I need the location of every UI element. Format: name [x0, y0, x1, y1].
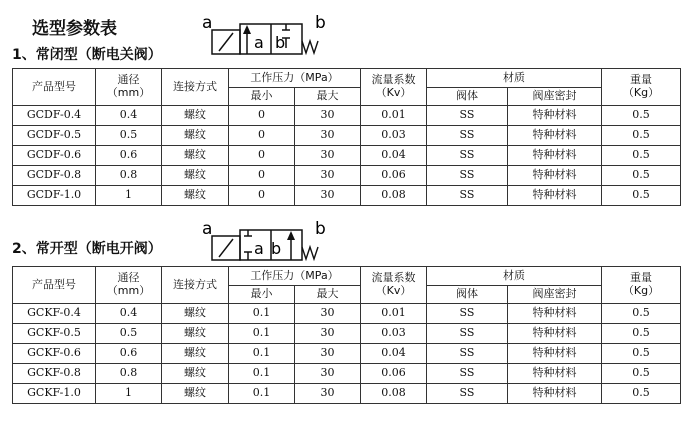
cell-min: 0	[229, 126, 295, 146]
cell-seal: 特种材料	[508, 106, 602, 126]
table-row	[13, 364, 681, 384]
cell-min: 0	[229, 106, 295, 126]
cell-connection: 螺纹	[162, 324, 229, 344]
solenoid-slash	[219, 239, 233, 257]
cell-connection: 螺纹	[162, 146, 229, 166]
section-title-normally-closed: 1、常闭型（断电关阀）	[12, 47, 162, 63]
cell-model: GCDF-0.8	[13, 166, 96, 186]
cell-kv: 0.08	[361, 186, 427, 206]
cell-body: SS	[427, 166, 508, 186]
cell-bore: 0.5	[96, 126, 162, 146]
solenoid-slash	[219, 33, 233, 51]
cell-connection: 螺纹	[162, 384, 229, 404]
header-flow-unit: （Kv）	[375, 284, 412, 297]
cell-seal: 特种材料	[508, 324, 602, 344]
cell-model: GCKF-1.0	[13, 384, 96, 404]
valve-symbol-normally-open	[198, 214, 330, 264]
cell-min: 0.1	[229, 344, 295, 364]
header-weight-unit: （Kg）	[622, 284, 660, 297]
spring-icon	[302, 247, 318, 259]
table-row	[13, 126, 681, 146]
header-model: 产品型号	[13, 69, 96, 106]
cell-model: GCDF-1.0	[13, 186, 96, 206]
spec-table-normally-open	[12, 266, 681, 404]
cell-kv: 0.04	[361, 146, 427, 166]
cell-seal: 特种材料	[508, 126, 602, 146]
cell-min: 0.1	[229, 364, 295, 384]
cell-min: 0	[229, 186, 295, 206]
header-flow-label: 流量系数	[371, 271, 416, 285]
table-row	[13, 106, 681, 126]
header-model: 产品型号	[13, 267, 96, 304]
cell-model: GCKF-0.8	[13, 364, 96, 384]
cell-kv: 0.01	[361, 106, 427, 126]
cell-bore: 1	[96, 186, 162, 206]
table-row	[13, 384, 681, 404]
spec-table-normally-closed	[12, 68, 681, 206]
table-row	[13, 324, 681, 344]
cell-max: 30	[295, 304, 361, 324]
table-row	[13, 186, 681, 206]
cell-body: SS	[427, 304, 508, 324]
table-row	[13, 166, 681, 186]
cell-bore: 0.8	[96, 364, 162, 384]
cell-max: 30	[295, 126, 361, 146]
cell-weight: 0.5	[602, 344, 681, 364]
header-material: 材质	[427, 267, 602, 286]
cell-model: GCDF-0.4	[13, 106, 96, 126]
cell-max: 30	[295, 324, 361, 344]
cell-body: SS	[427, 186, 508, 206]
cell-seal: 特种材料	[508, 304, 602, 324]
cell-connection: 螺纹	[162, 344, 229, 364]
valve-symbol-normally-closed	[198, 8, 330, 58]
cell-connection: 螺纹	[162, 166, 229, 186]
cell-max: 30	[295, 166, 361, 186]
cell-kv: 0.06	[361, 364, 427, 384]
header-bore-unit: （mm）	[106, 284, 151, 297]
cell-bore: 0.5	[96, 324, 162, 344]
cell-connection: 螺纹	[162, 304, 229, 324]
cell-model: GCDF-0.6	[13, 146, 96, 166]
cell-connection: 螺纹	[162, 364, 229, 384]
cell-kv: 0.03	[361, 126, 427, 146]
section-title-normally-open: 2、常开型（断电开阀）	[12, 241, 162, 257]
header-flow-label: 流量系数	[371, 73, 416, 87]
cell-weight: 0.5	[602, 106, 681, 126]
header-flow	[361, 267, 427, 304]
cell-min: 0.1	[229, 384, 295, 404]
header-weight-label: 重量	[630, 271, 652, 285]
table-row	[13, 304, 681, 324]
cell-bore: 1	[96, 384, 162, 404]
header-body: 阀体	[427, 88, 508, 106]
header-weight	[602, 267, 681, 304]
cell-bore: 0.4	[96, 304, 162, 324]
header-weight	[602, 69, 681, 106]
cell-connection: 螺纹	[162, 126, 229, 146]
cell-bore: 0.8	[96, 166, 162, 186]
header-flow	[361, 69, 427, 106]
cell-max: 30	[295, 384, 361, 404]
header-pressure: 工作压力（MPa）	[229, 267, 361, 286]
header-weight-unit: （Kg）	[622, 86, 660, 99]
header-connection: 连接方式	[162, 267, 229, 304]
table-row	[13, 344, 681, 364]
cell-kv: 0.06	[361, 166, 427, 186]
cell-body: SS	[427, 106, 508, 126]
cell-body: SS	[427, 384, 508, 404]
cell-weight: 0.5	[602, 146, 681, 166]
cell-body: SS	[427, 146, 508, 166]
header-seal: 阀座密封	[508, 88, 602, 106]
cell-bore: 0.6	[96, 146, 162, 166]
cell-connection: 螺纹	[162, 186, 229, 206]
cell-weight: 0.5	[602, 324, 681, 344]
header-body: 阀体	[427, 286, 508, 304]
cell-model: GCDF-0.5	[13, 126, 96, 146]
header-flow-unit: （Kv）	[375, 86, 412, 99]
spring-icon	[302, 41, 318, 53]
cell-body: SS	[427, 324, 508, 344]
header-seal: 阀座密封	[508, 286, 602, 304]
cell-body: SS	[427, 344, 508, 364]
cell-seal: 特种材料	[508, 384, 602, 404]
header-bore	[96, 267, 162, 304]
cell-max: 30	[295, 106, 361, 126]
header-material: 材质	[427, 69, 602, 88]
cell-seal: 特种材料	[508, 166, 602, 186]
cell-max: 30	[295, 364, 361, 384]
cell-seal: 特种材料	[508, 186, 602, 206]
cell-kv: 0.01	[361, 304, 427, 324]
cell-model: GCKF-0.4	[13, 304, 96, 324]
header-max: 最大	[295, 286, 361, 304]
cell-seal: 特种材料	[508, 146, 602, 166]
header-min: 最小	[229, 286, 295, 304]
header-bore-label: 通径	[117, 271, 140, 285]
cell-bore: 0.6	[96, 344, 162, 364]
cell-weight: 0.5	[602, 364, 681, 384]
cell-model: GCKF-0.6	[13, 344, 96, 364]
port-label-b: b	[275, 33, 286, 52]
table-row	[13, 146, 681, 166]
cell-min: 0.1	[229, 324, 295, 344]
cell-max: 30	[295, 344, 361, 364]
cell-model: GCKF-0.5	[13, 324, 96, 344]
cell-min: 0.1	[229, 304, 295, 324]
cell-seal: 特种材料	[508, 344, 602, 364]
header-connection: 连接方式	[162, 69, 229, 106]
header-max: 最大	[295, 88, 361, 106]
header-pressure: 工作压力（MPa）	[229, 69, 361, 88]
page-title: 选型参数表	[32, 19, 117, 39]
cell-seal: 特种材料	[508, 364, 602, 384]
symbol-label-a: a	[202, 219, 213, 239]
cell-kv: 0.04	[361, 344, 427, 364]
port-label-b: b	[271, 239, 282, 258]
header-bore	[96, 69, 162, 106]
cell-body: SS	[427, 126, 508, 146]
cell-weight: 0.5	[602, 186, 681, 206]
symbol-label-a: a	[202, 13, 213, 33]
cell-weight: 0.5	[602, 304, 681, 324]
cell-bore: 0.4	[96, 106, 162, 126]
cell-weight: 0.5	[602, 384, 681, 404]
header-min: 最小	[229, 88, 295, 106]
cell-max: 30	[295, 146, 361, 166]
symbol-label-b: b	[315, 13, 326, 33]
cell-body: SS	[427, 364, 508, 384]
cell-weight: 0.5	[602, 166, 681, 186]
port-label-a: a	[254, 239, 264, 258]
cell-min: 0	[229, 166, 295, 186]
cell-kv: 0.08	[361, 384, 427, 404]
header-bore-unit: （mm）	[106, 86, 151, 99]
symbol-label-b: b	[315, 219, 326, 239]
cell-weight: 0.5	[602, 126, 681, 146]
header-bore-label: 通径	[117, 73, 140, 87]
cell-min: 0	[229, 146, 295, 166]
cell-kv: 0.03	[361, 324, 427, 344]
port-label-a: a	[254, 33, 264, 52]
cell-max: 30	[295, 186, 361, 206]
cell-connection: 螺纹	[162, 106, 229, 126]
header-weight-label: 重量	[630, 73, 652, 87]
